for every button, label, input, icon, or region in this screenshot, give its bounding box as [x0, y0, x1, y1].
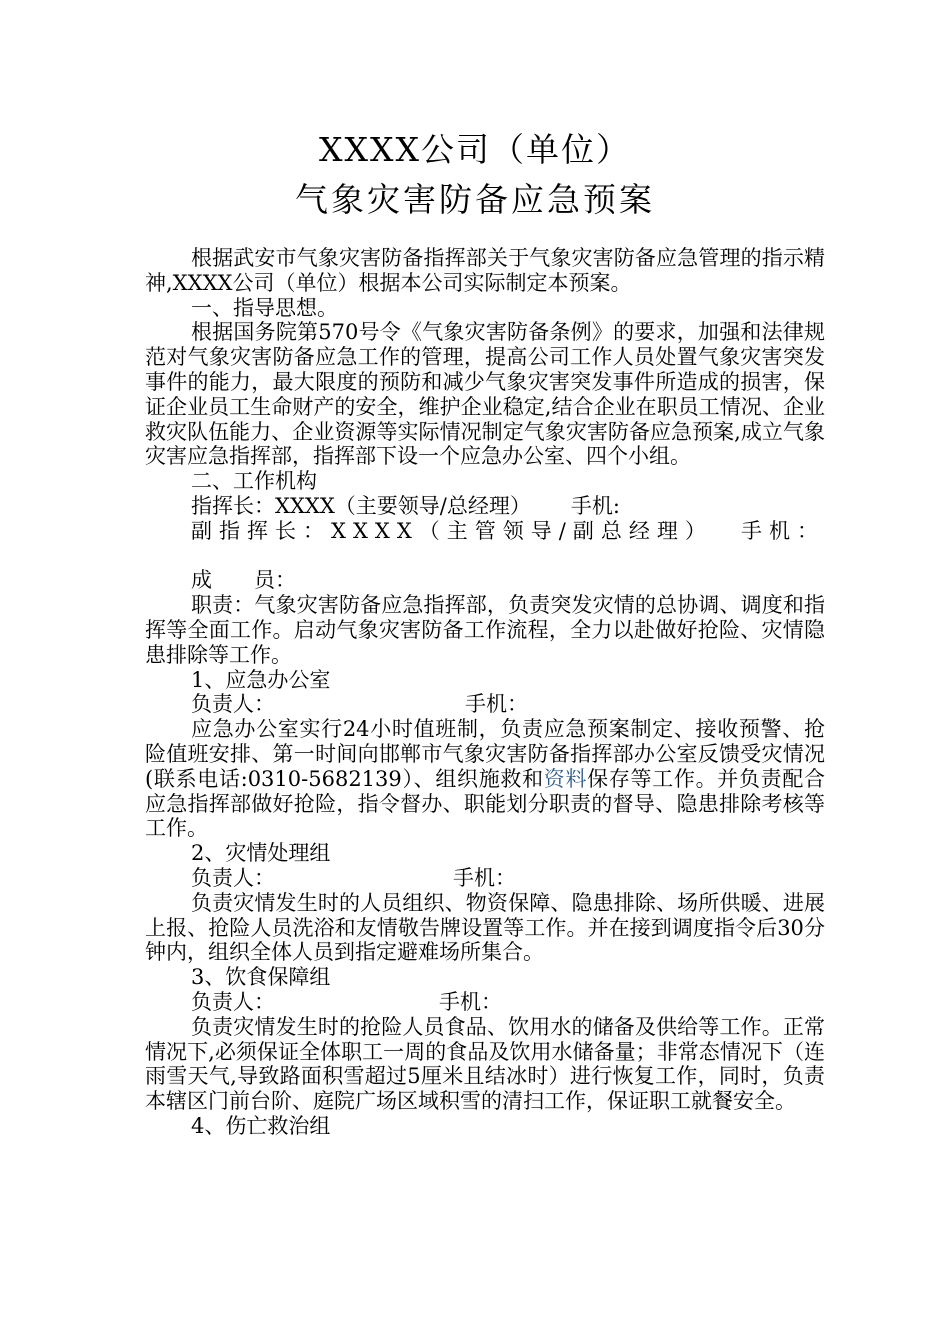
- vice-commander-label: 副指挥长：XXXX（主管领导/副总经理）: [191, 518, 713, 543]
- group2-phone-label: 手机：: [453, 865, 516, 890]
- group1-text-a: 应急办公室实行24小时值班制，负责应急预案制定、接收预警、抢险值班安排、第一时间向邯郸市气象灾害防备指挥部办公室反馈受灾情况(联系电话:0310-5682139）、组织施救和: [145, 717, 825, 791]
- section-heading-guiding-ideology: 一、指导思想。: [191, 295, 338, 320]
- group1-lead-label: 负责人：: [191, 692, 275, 717]
- vice-commander-line: [145, 519, 825, 544]
- group3-lead-line: [145, 990, 825, 1015]
- group3-lead-label: 负责人：: [191, 989, 275, 1014]
- duty-paragraph: 职责：气象灾害防备应急指挥部，负责突发灾情的总协调、调度和指挥等全面工作。启动气象灾害防备工作流程，全力以赴做好抢险、灾情隐患排除等工作。: [145, 593, 825, 667]
- commander-line: [145, 494, 825, 519]
- document-title-line2: 气象灾害防备应急预案: [295, 180, 655, 219]
- group1-heading: 1、应急办公室: [191, 667, 331, 692]
- group2-paragraph: 负责灾情发生时的人员组织、物资保障、隐患排除、场所供暖、进展上报、抢险人员洗浴和友情敬告牌设置等工作。并在接到调度指令后30分钟内，组织全体人员到指定避难场所集合。: [145, 890, 825, 965]
- blank-line: [145, 544, 825, 569]
- commander-label: 指挥长：XXXX（主要领导/总经理）: [191, 493, 531, 518]
- group4-heading: 4、伤亡救治组: [191, 1113, 331, 1138]
- group3-heading: 3、饮食保障组: [191, 965, 331, 990]
- group1-lead-line: [145, 692, 825, 717]
- group1-phone-label: 手机：: [465, 692, 528, 717]
- group2-lead-line: [145, 866, 825, 891]
- vice-commander-phone-label: 手机：: [741, 518, 825, 543]
- group2-heading: 2、灾情处理组: [191, 841, 331, 866]
- group1-paragraph: [145, 717, 825, 841]
- group3-phone-label: 手机：: [439, 989, 502, 1014]
- group2-lead-label: 负责人：: [191, 865, 275, 890]
- guiding-ideology-paragraph: 根据国务院第570号令《气象灾害防备条例》的要求，加强和法律规范对气象灾害防备应急工作的管理，提高公司工作人员处置气象灾害突发事件的能力，最大限度的预防和减少气象灾害突发事件所造成的损害，保证企业员工生命财产的安全，维护企业稳定,结合企业在职员工情况、企业救灾队伍能力、企业资源等实际情况制定气象灾害防备应急预案,成立气象灾害应急指挥部，指挥部下设一个应急办公室、四个小组。: [145, 320, 825, 469]
- commander-phone-label: 手机:: [570, 493, 620, 518]
- group3-paragraph: 负责灾情发生时的抢险人员食品、饮用水的储备及供给等工作。正常情况下,必须保证全体职工一周的食品及饮用水储备量；非常态情况下（连雨雪天气,导致路面积雪超过5厘米且结冰时）进行恢复工作，同时，负责本辖区门前台阶、庭院广场区域积雪的清扫工作，保证职工就餐安全。: [145, 1014, 825, 1114]
- section-heading-organization: 二、工作机构: [191, 469, 317, 494]
- document-body: [145, 246, 825, 1139]
- intro-paragraph: 根据武安市气象灾害防备指挥部关于气象灾害防备应急管理的指示精神,XXXX公司（单位）根据本公司实际制定本预案。: [145, 246, 825, 295]
- materials-link[interactable]: 资料: [543, 766, 588, 791]
- members-line: 成 员：: [191, 568, 296, 593]
- group1-text-b: 保存等工作。并负责配合应急指挥部做好抢险，指令督办、职能划分职责的督导、隐患排除考核等工作。: [145, 766, 826, 841]
- document-title-line1: XXXX公司（单位）: [319, 130, 631, 169]
